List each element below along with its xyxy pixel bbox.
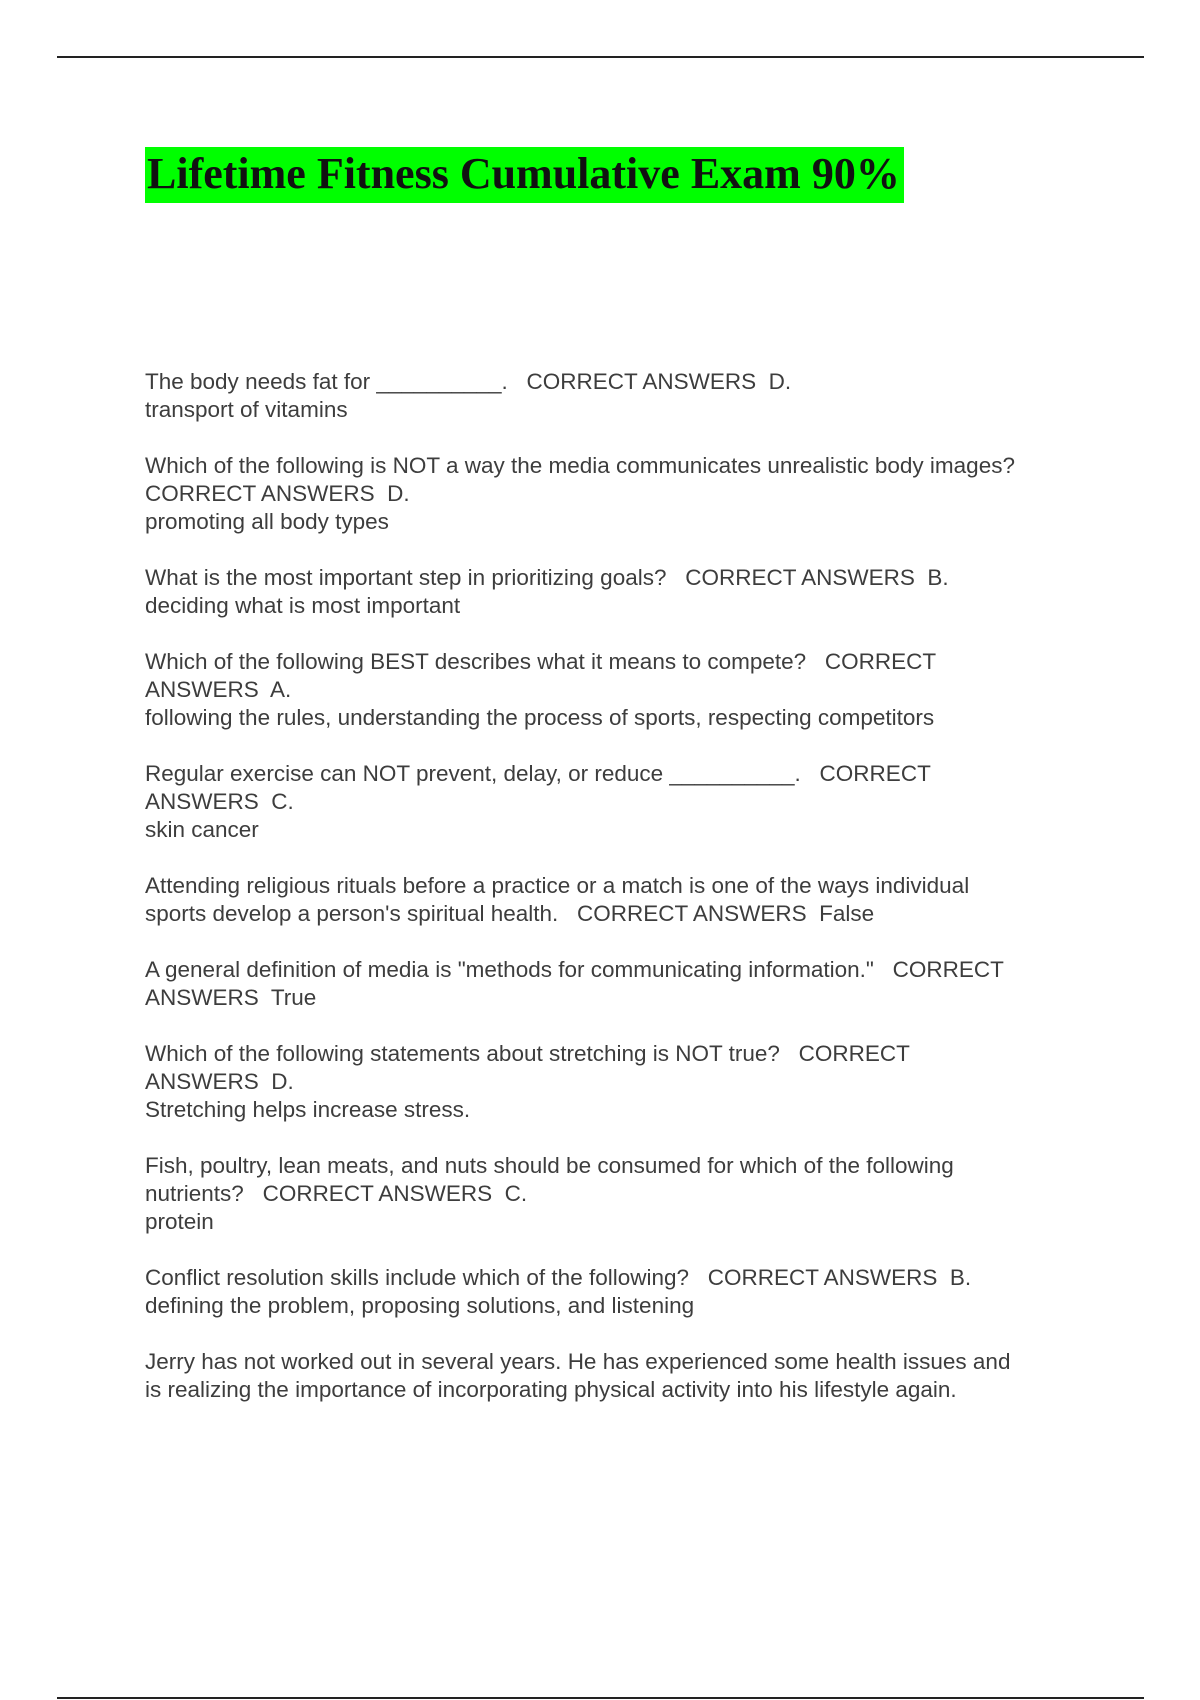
qa-item	[145, 760, 1145, 844]
qa-item	[145, 648, 1145, 732]
qa-item	[145, 1040, 1145, 1124]
title-block	[145, 147, 904, 203]
qa-item	[145, 368, 1145, 424]
qa-line: CORRECT ANSWERS D.	[145, 481, 410, 506]
qa-item	[145, 564, 1145, 620]
qa-line: Regular exercise can NOT prevent, delay, or reduce __________. CORRECT	[145, 761, 931, 786]
qa-line: ANSWERS D.	[145, 1069, 294, 1094]
qa-item	[145, 1348, 1145, 1404]
qa-line: The body needs fat for __________. CORRECT ANSWERS D.	[145, 369, 792, 394]
qa-line: Stretching helps increase stress.	[145, 1097, 471, 1122]
qa-line: nutrients? CORRECT ANSWERS C.	[145, 1181, 528, 1206]
document-title: Lifetime Fitness Cumulative Exam 90%	[145, 147, 904, 203]
qa-line: skin cancer	[145, 817, 259, 842]
qa-line: Which of the following is NOT a way the media communicates unrealistic body images?	[145, 453, 1015, 478]
qa-list	[145, 368, 1145, 1432]
qa-line: sports develop a person's spiritual health. CORRECT ANSWERS False	[145, 901, 875, 926]
qa-line: defining the problem, proposing solutions, and listening	[145, 1293, 695, 1318]
qa-line: Jerry has not worked out in several years. He has experienced some health issues and	[145, 1349, 1011, 1374]
qa-line: transport of vitamins	[145, 397, 348, 422]
bottom-rule	[57, 1697, 1144, 1699]
qa-line: following the rules, understanding the process of sports, respecting competitors	[145, 705, 935, 730]
qa-line: What is the most important step in prioritizing goals? CORRECT ANSWERS B.	[145, 565, 949, 590]
qa-line: ANSWERS True	[145, 985, 317, 1010]
qa-line: Fish, poultry, lean meats, and nuts should be consumed for which of the following	[145, 1153, 954, 1178]
qa-item	[145, 452, 1145, 536]
top-rule	[57, 56, 1144, 58]
qa-line: is realizing the importance of incorporating physical activity into his lifestyle again.	[145, 1377, 957, 1402]
qa-item	[145, 872, 1145, 928]
qa-line: Which of the following BEST describes what it means to compete? CORRECT	[145, 649, 937, 674]
qa-line: ANSWERS A.	[145, 677, 292, 702]
qa-line: ANSWERS C.	[145, 789, 294, 814]
qa-line: Conflict resolution skills include which of the following? CORRECT ANSWERS B.	[145, 1265, 972, 1290]
qa-line: promoting all body types	[145, 509, 389, 534]
qa-item	[145, 1264, 1145, 1320]
qa-line: A general definition of media is "methods for communicating information." CORRECT	[145, 957, 1004, 982]
qa-line: Which of the following statements about stretching is NOT true? CORRECT	[145, 1041, 910, 1066]
qa-line: protein	[145, 1209, 214, 1234]
qa-line: Attending religious rituals before a practice or a match is one of the ways individual	[145, 873, 970, 898]
qa-line: deciding what is most important	[145, 593, 461, 618]
qa-item	[145, 1152, 1145, 1236]
qa-item	[145, 956, 1145, 1012]
